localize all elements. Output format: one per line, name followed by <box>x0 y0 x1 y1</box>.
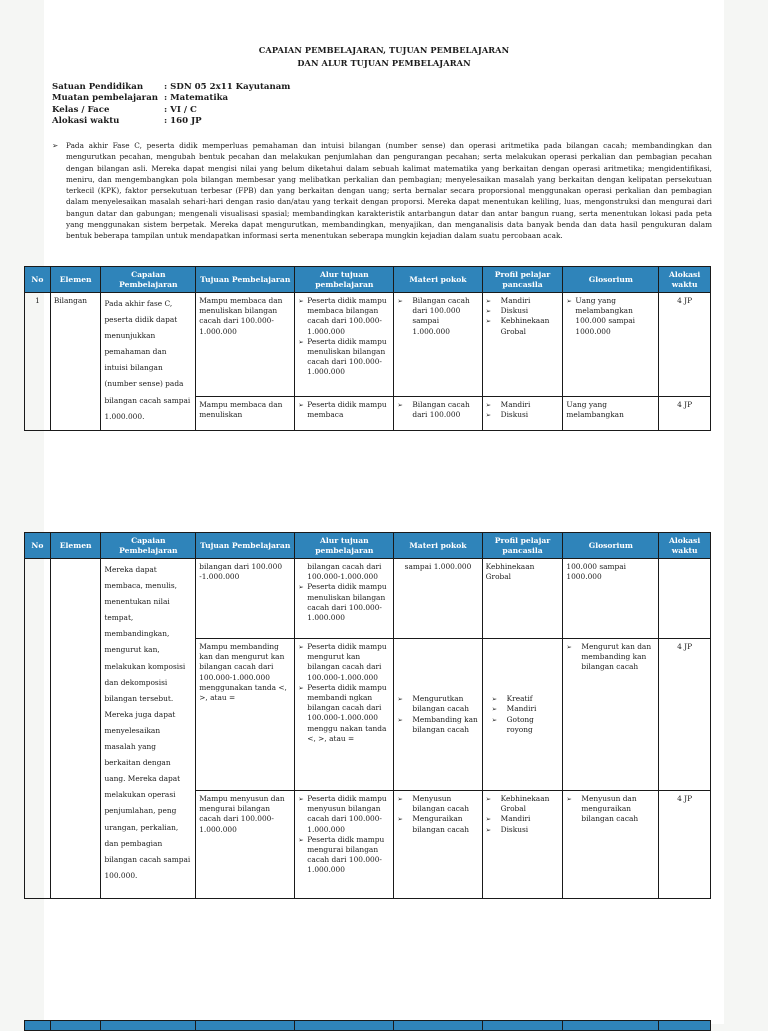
header-cell <box>101 1021 196 1031</box>
list-item: ➢ Gotong royong <box>492 715 560 735</box>
info-value: : 160 JP <box>164 116 202 127</box>
cell-tujuan: Mampu menyusun dan mengurai bilangan cacah dari 100.000-1.000.000 <box>196 791 295 899</box>
cell-no <box>25 559 51 899</box>
table-header-row <box>25 1021 711 1031</box>
list-item: ➢ Mandiri <box>492 704 560 714</box>
header-no: No <box>25 267 51 293</box>
header-cell <box>482 1021 563 1031</box>
table-header-row <box>25 533 711 559</box>
cell-alur <box>295 397 394 431</box>
cell-profil <box>482 293 563 397</box>
list-item: ➢ Mengurut kan dan membanding kan bilangan cacah <box>566 642 655 673</box>
cell-alokasi: 4 JP <box>659 293 711 397</box>
cell-tujuan: Mampu membanding kan dan mengurut kan bilangan cacah dari 100.000-1.000.000 menggunakan tanda <, >, atau = <box>196 639 295 791</box>
header-cell <box>25 1021 51 1031</box>
cell-alokasi: 4 JP <box>659 791 711 899</box>
header-no: No <box>25 533 51 559</box>
header-profil: Profil pelajar pancasila <box>482 267 563 293</box>
header-capaian: Capaian Pembelajaran <box>101 267 196 293</box>
list-item: ➢ Peserta didik mampu menyusun bilangan cacah dari 100.000-1.000.000 <box>298 794 390 835</box>
header-cell <box>50 1021 101 1031</box>
info-row <box>52 93 290 104</box>
header-cell <box>394 1021 482 1031</box>
info-label: Muatan pembelajaran <box>52 93 159 104</box>
header-tujuan: Tujuan Pembelajaran <box>196 533 295 559</box>
list-item: ➢ Peserta didik mampu membaca bilangan cacah dari 100.000-1.000.000 <box>298 296 390 337</box>
header-elemen: Elemen <box>50 267 101 293</box>
list-item: ➢ Menguraikan bilangan cacah <box>397 814 478 834</box>
info-value: : SDN 05 2x11 Kayutanam <box>164 82 291 92</box>
document-title-line1: CAPAIAN PEMBELAJARAN, TUJUAN PEMBELAJARAN <box>258 45 510 55</box>
info-row <box>52 82 290 93</box>
header-capaian: Capaian Pembelajaran <box>101 533 196 559</box>
table-row <box>25 293 711 397</box>
cell-elemen <box>50 559 101 899</box>
cell-alokasi: 4 JP <box>659 639 711 791</box>
info-label: Satuan Pendidikan <box>52 82 144 92</box>
cell-profil <box>482 791 563 899</box>
header-cell <box>563 1021 659 1031</box>
header-cell <box>295 1021 394 1031</box>
cell-tujuan: bilangan dari 100.000 -1.000.000 <box>196 559 295 639</box>
header-glosorium: Glosorium <box>563 533 659 559</box>
header-cell <box>659 1021 711 1031</box>
info-block <box>52 82 290 128</box>
cell-alokasi <box>659 559 711 639</box>
header-alokasi: Alokasi waktu <box>659 267 711 293</box>
list-item: ➢ Peserta didik mampu menuliskan bilangan cacah dari 100.000-1.000.000 <box>298 582 390 623</box>
cell-profil <box>482 639 563 791</box>
list-item: ➢ Kebhinekaan Grobal <box>486 794 560 814</box>
list-item: ➢ Kreatif <box>492 694 560 704</box>
header-tujuan: Tujuan Pembelajaran <box>196 267 295 293</box>
cell-glosorium <box>563 791 659 899</box>
intro-paragraph <box>52 140 712 242</box>
header-glosorium: Glosorium <box>563 267 659 293</box>
learning-table-2 <box>24 532 711 899</box>
cell-elemen: Bilangan <box>50 293 101 431</box>
header-alokasi: Alokasi waktu <box>659 533 711 559</box>
learning-table-3-partial <box>24 1020 711 1031</box>
cell-capaian: Pada akhir fase C, peserta didik dapat menunjukkan pemahaman dan intuisi bilangan (number sense) pada bilangan cacah sampai 1.000.000. <box>101 293 196 431</box>
list-item: ➢ Mandiri <box>486 814 560 824</box>
list-item: ➢ Peserta didik mampu membandi ngkan bilangan cacah dari 100.000-1.000.000 menggu nakan tanda <, >, atau = <box>298 683 390 744</box>
list-item: ➢ Mandiri <box>486 296 560 306</box>
list-item: ➢ Diskusi <box>486 306 560 316</box>
list-item: ➢ Peserta didik mampu membaca <box>298 400 390 420</box>
cell-no: 1 <box>25 293 51 431</box>
info-value: : Matematika <box>164 93 229 104</box>
header-materi: Materi pokok <box>394 267 482 293</box>
list-item: ➢ Diskusi <box>486 825 560 835</box>
cell-glosorium <box>563 639 659 791</box>
cell-alokasi: 4 JP <box>659 397 711 431</box>
cell-profil <box>482 397 563 431</box>
cell-tujuan: Mampu membaca dan menuliskan bilangan cacah dari 100.000-1.000.000 <box>196 293 295 397</box>
list-item: ➢ Mandiri <box>486 400 560 410</box>
cell-glosorium: 100.000 sampai 1000.000 <box>563 559 659 639</box>
table-header-row <box>25 267 711 293</box>
list-item: ➢ Diskusi <box>486 410 560 420</box>
table-row <box>25 559 711 639</box>
list-item: ➢ Menyusun dan menguraikan bilangan cacah <box>566 794 655 825</box>
cell-alur <box>295 791 394 899</box>
list-item: ➢ Mengurutkan bilangan cacah <box>397 694 478 714</box>
cell-materi <box>394 397 482 431</box>
header-materi: Materi pokok <box>394 533 482 559</box>
info-label: Kelas / Face <box>52 104 110 115</box>
list-item: ➢ Menyusun bilangan cacah <box>397 794 478 814</box>
list-item: ➢ Bilangan cacah dari 100.000 <box>397 400 478 420</box>
cell-tujuan: Mampu membaca dan menuliskan <box>196 397 295 431</box>
info-row <box>52 105 290 116</box>
header-alur: Alur tujuan pembelajaran <box>295 267 394 293</box>
header-profil: Profil pelajar pancasila <box>482 533 563 559</box>
alur-continuation: bilangan cacah dari 100.000-1.000.000 <box>307 562 382 582</box>
header-elemen: Elemen <box>50 533 101 559</box>
learning-table-1 <box>24 266 711 431</box>
list-item: ➢ Peserta didik mampu menuliskan bilangan cacah dari 100.000-1.000.000 <box>298 337 390 378</box>
info-row <box>52 116 290 127</box>
cell-alur <box>295 559 394 639</box>
document-title-line2: DAN ALUR TUJUAN PEMBELAJARAN <box>297 58 471 68</box>
cell-glosorium: Uang yang melambangkan <box>563 397 659 431</box>
list-item: ➢ Peserta didk mampu mengurai bilangan cacah dari 100.000-1.000.000 <box>298 835 390 876</box>
cell-glosorium <box>563 293 659 397</box>
cell-materi <box>394 293 482 397</box>
cell-materi <box>394 791 482 899</box>
list-item: ➢ Membanding kan bilangan cacah <box>397 715 478 735</box>
list-item: ➢ Bilangan cacah dari 100.000 sampai 1.000.000 <box>397 296 478 337</box>
cell-materi: sampai 1.000.000 <box>394 559 482 639</box>
cell-alur <box>295 293 394 397</box>
cell-alur <box>295 639 394 791</box>
intro-text: Pada akhir Fase C, peserta didik memperluas pemahaman dan intuisi bilangan (number sense) dan operasi aritmetika pada bilangan cacah; membandingkan dan mengurutkan pecahan, mengubah bentuk pecahan dan melakukan penjumlahan dan pengurangan pecahan; serta melakukan operasi perkalian dan pembagian pecahan dengan bilangan asli. Mereka dapat mengisi nilai yang belum diketahui dalam sebuah kalimat matematika yang berkaitan dengan operasi aritmetika; mengidentifikasi, meniru, dan mengembangkan pola bilangan membesar yang melibatkan perkalian dan pembagian; menyelesaikan masalah yang berkaitan dengan kelipatan persekutuan terkecil (KPK), faktor persekutuan terbesar (FPB) dan yang berkaitan dengan uang; serta bernalar secara proporsional menggunakan operasi perkalian dan pembagian dalam menyelesaikan masalah sehari-hari dengan rasio dan/atau yang terkait dengan proporsi. Mereka dapat menentukan keliling, luas, mengonstruksi dan mengurai dari bangun datar dan gabungan; mengenali visualisasi spasial; membandingkan karakteristik antarbangun datar dan antar bangun ruang, serta menentukan lokasi pada peta yang menggunakan sistem berpetak. Mereka dapat mengurutkan, membandingkan, menyajikan, dan menganalisis data banyak benda dan data hasil pengukuran dalam bentuk beberapa tampilan untuk mendapatkan informasi serta menentukan seberapa mungkin kejadian dalam suatu percobaan acak. <box>66 141 712 241</box>
arrow-bullet-icon: ➢ <box>52 141 59 150</box>
cell-capaian: Mereka dapat membaca, menulis, menentukan nilai tempat, membandingkan, mengurut kan, melakukan komposisi dan dekomposisi bilangan tersebut. Mereka juga dapat menyelesaikan masalah yang berkaitan dengan uang. Mereka dapat melakukan operasi penjumlahan, peng urangan, perkalian, dan pembagian bilangan cacah sampai 100.000. <box>101 559 196 899</box>
cell-materi <box>394 639 482 791</box>
list-item: ➢ Uang yang melambangkan 100.000 sampai 1000.000 <box>566 296 655 337</box>
info-value: : VI / C <box>164 104 197 115</box>
header-alur: Alur tujuan pembelajaran <box>295 533 394 559</box>
list-item: ➢ Kebhinekaan Grobal <box>486 316 560 336</box>
list-item: ➢ Peserta didik mampu mengurut kan bilangan cacah dari 100.000-1.000.000 <box>298 642 390 683</box>
info-label: Alokasi waktu <box>52 116 120 127</box>
header-cell <box>196 1021 295 1031</box>
cell-profil: Kebhinekaan Grobal <box>482 559 563 639</box>
